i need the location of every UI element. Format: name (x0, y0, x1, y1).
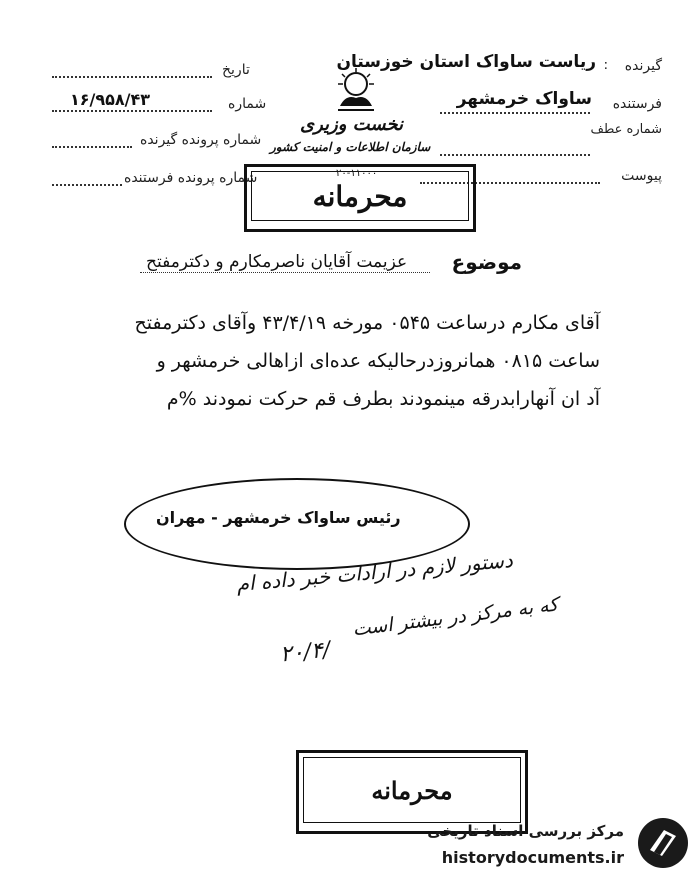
recipient-file-dotline (52, 146, 132, 148)
date-label: تاریخ (222, 62, 250, 78)
label-colon: : (603, 58, 608, 73)
doc-number-label: شماره (228, 96, 267, 112)
confidential-stamp-top (244, 164, 476, 232)
watermark-name: مرکز بررسی اسناد تاریخی (427, 822, 624, 840)
sender-label: فرستنده (612, 96, 662, 112)
watermark-url: historydocuments.ir (441, 848, 624, 867)
recipient-file-label: شماره پرونده گیرنده (140, 132, 262, 148)
subject-label: موضوع (451, 250, 522, 274)
subject-value: عزیمت آقایان ناصرمکارم و دکترمفتح (146, 252, 408, 272)
letterhead-subtitle: سازمان اطلاعات و امنیت کشور (270, 140, 431, 154)
body-line-1: آقای مکارم درساعت ۰۵۴۵ مورخه ۴۳/۴/۱۹ وآقای دکترمفتح (134, 312, 600, 334)
handwritten-date: ۲۰/۴/ (278, 637, 332, 668)
sender-value: ساواک خرمشهر (456, 89, 592, 109)
sender-dotline (440, 112, 590, 114)
handwritten-note-line-2: که به مرکز در بیشتر است (351, 593, 560, 641)
sender-file-dotline (52, 184, 122, 186)
sender-file-label: شماره پرونده فرستنده (124, 170, 258, 186)
history-documents-logo-icon (636, 816, 690, 870)
reference-dotline (440, 154, 590, 156)
body-line-2: ساعت ۰۸۱۵ همانروزدرحالیکه عده‌ای ازاهالی خرمشهر و (156, 350, 600, 372)
letterhead-title: نخست وزیری (300, 114, 404, 135)
recipient-value: ریاست ساواک استان خوزستان (336, 52, 596, 72)
confidential-stamp-bottom-text: محرمانه (371, 775, 453, 805)
handwritten-note-line-1: دستور لازم در ارادات خبر داده ام (235, 547, 514, 597)
reference-number-label: شماره عطف (590, 122, 662, 137)
body-line-3: آد ان آنهارابدرقه مینمودند بطرف قم حرکت نمودند %م (166, 388, 600, 410)
letterhead-ref-mark: ۲۰-۱۱۰۰۰ (336, 168, 378, 179)
date-dotline (52, 76, 212, 78)
doc-number-value: ۱۶/۹۵۸/۴۳ (70, 90, 151, 109)
recipient-label: گیرنده (624, 58, 662, 74)
doc-number-dotline (52, 110, 212, 112)
lion-and-sun-emblem-icon (330, 66, 382, 114)
attachment-label: پیوست (621, 168, 662, 184)
confidential-stamp-top-text: محرمانه (312, 179, 408, 213)
signature-title: رئیس ساواک خرمشهر - مهران (156, 508, 401, 527)
subject-dotline (140, 272, 430, 273)
